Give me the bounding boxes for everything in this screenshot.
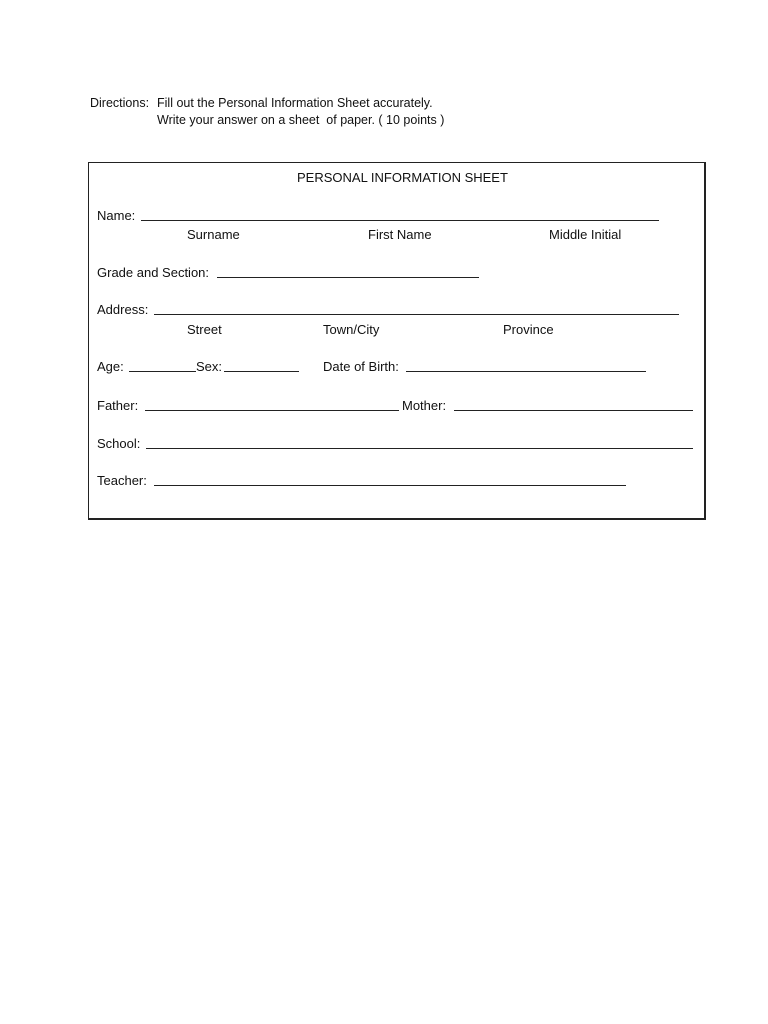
mother-field[interactable] [454,410,693,411]
directions [90,94,445,166]
age-field[interactable] [129,371,196,372]
middle-initial-sublabel: Middle Initial [549,227,622,242]
sheet-title: PERSONAL INFORMATION SHEET [297,170,508,185]
address-label: Address: [97,302,149,317]
grade-section-label: Grade and Section: [97,265,210,280]
school-field[interactable] [146,448,693,449]
street-sublabel: Street [187,322,222,337]
school-label: School: [97,436,141,451]
father-field[interactable] [145,410,399,411]
age-label: Age: [97,359,124,374]
personal-information-sheet [88,162,706,520]
mother-label: Mother: [402,398,447,413]
date-of-birth-label: Date of Birth: [323,359,399,374]
town-city-sublabel: Town/City [323,322,380,337]
province-sublabel: Province [503,322,554,337]
address-field[interactable] [154,314,679,315]
teacher-label: Teacher: [97,473,147,488]
directions-label: Directions: [90,96,150,110]
sex-field[interactable] [224,371,299,372]
directions-line-1: Fill out the Personal Information Sheet accurately. [157,96,433,110]
teacher-field[interactable] [154,485,626,486]
name-label: Name: [97,208,136,223]
first-name-sublabel: First Name [368,227,432,242]
surname-sublabel: Surname [187,227,240,242]
date-of-birth-field[interactable] [406,371,646,372]
name-field[interactable] [141,220,659,221]
grade-section-field[interactable] [217,277,479,278]
sex-label: Sex: [196,359,223,374]
father-label: Father: [97,398,139,413]
directions-line-2: Write your answer on a sheet of paper. ( 10 points ) [157,113,445,127]
